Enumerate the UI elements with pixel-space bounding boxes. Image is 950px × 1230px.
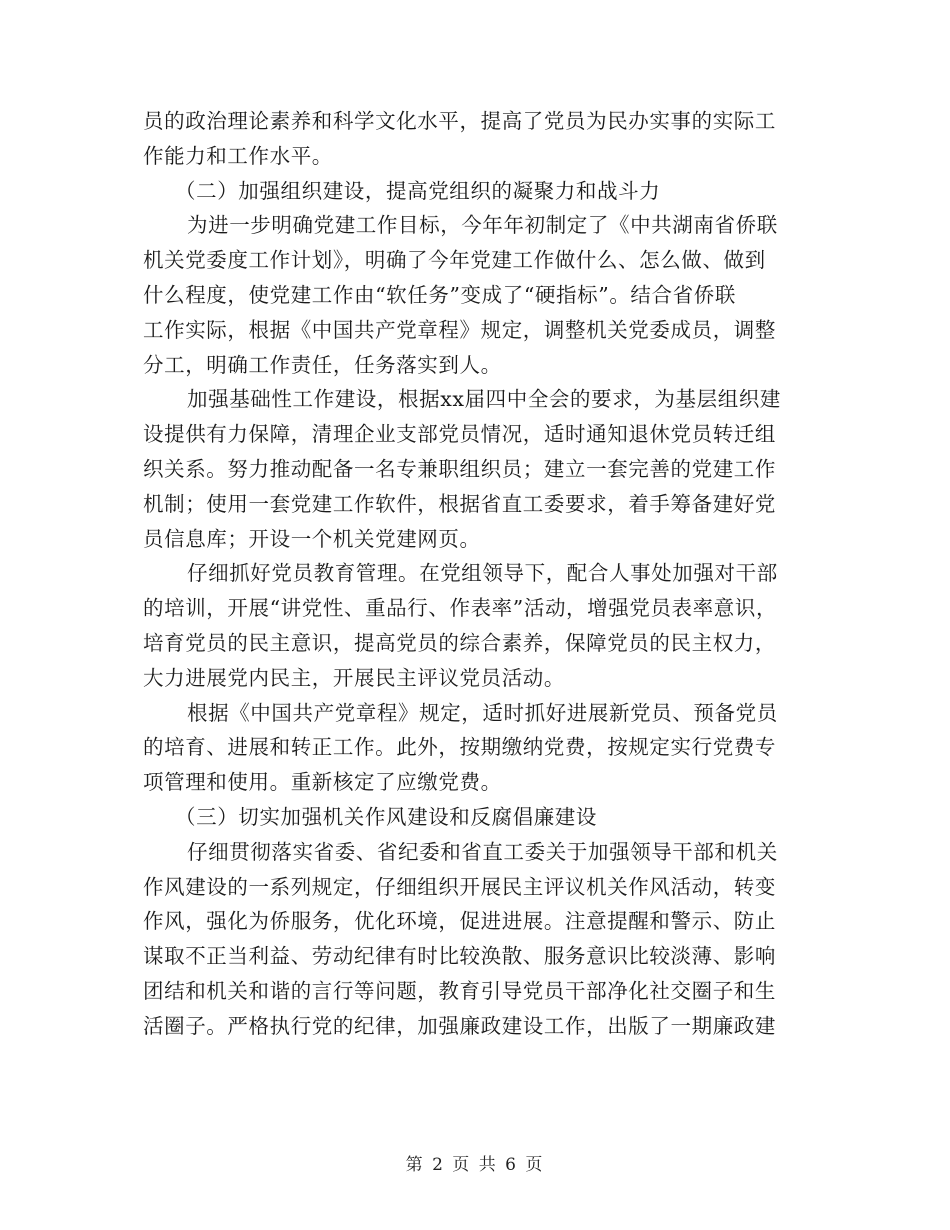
text-line: 的培训，开展“讲党性、重品行、作表率”活动，增强党员表率意识， [143,596,778,621]
text-line: 织关系。努力推动配备一名专兼职组织员；建立一套完善的党建工作 [143,456,776,481]
text-line: 活圈子。严格执行党的纪律，加强廉政建设工作，出版了一期廉政建 [143,1013,776,1038]
text-line: 培育党员的民主意识，提高党员的综合素养，保障党员的民主权力， [143,630,776,655]
text-line: 作风，强化为侨服务，优化环境，促进进展。注意提醒和警示、防止 [143,909,776,934]
text-line: 加强基础性工作建设，根据xx届四中全会的要求，为基层组织建 [187,387,782,412]
text-line: 为进一步明确党建工作目标，今年年初制定了《中共湖南省侨联 [187,213,778,238]
document-body [143,104,811,1044]
text-line: 工作实际，根据《中国共产党章程》规定，调整机关党委成员，调整 [143,317,776,342]
text-line: 谋取不正当利益、劳动纪律有时比较涣散、服务意识比较淡薄、影响 [143,944,776,969]
section-heading: （三）切实加强机关作风建设和反腐倡廉建设 [175,804,597,829]
text-line: 作能力和工作水平。 [143,143,333,168]
text-line: 大力进展党内民主，开展民主评议党员活动。 [143,665,565,690]
text-line: 员的政治理论素养和科学文化水平，提高了党员为民办实事的实际工 [143,109,776,133]
page-footer: 第 2 页 共 6 页 [405,1155,545,1175]
text-line: 什么程度，使党建工作由“软任务”变成了“硬指标”。结合省侨联 [143,282,736,307]
text-line: 仔细抓好党员教育管理。在党组领导下，配合人事处加强对干部 [187,561,778,586]
text-line: 团结和机关和谐的言行等问题，教育引导党员干部净化社交圈子和生 [143,978,776,1003]
text-line: 仔细贯彻落实省委、省纪委和省直工委关于加强领导干部和机关 [187,839,778,864]
text-line: 设提供有力保障，清理企业支部党员情况，适时通知退休党员转迁组 [143,422,776,447]
section-heading: （二）加强组织建设，提高党组织的凝聚力和战斗力 [175,178,661,203]
text-line: 员信息库；开设一个机关党建网页。 [143,526,481,551]
text-line: 的培育、进展和转正工作。此外，按期缴纳党费，按规定实行党费专 [143,735,776,760]
text-line: 机关党委度工作计划》，明确了今年党建工作做什么、怎么做、做到 [143,248,766,273]
text-line: 根据《中国共产党章程》规定，适时抓好进展新党员、预备党员 [187,700,778,725]
text-line: 项管理和使用。重新核定了应缴党费。 [143,770,502,795]
text-line: 机制；使用一套党建工作软件，根据省直工委要求，着手筹备建好党 [143,491,776,516]
text-line: 分工，明确工作责任，任务落实到人。 [143,352,502,377]
text-line: 作风建设的一系列规定，仔细组织开展民主评议机关作风活动，转变 [143,874,776,899]
